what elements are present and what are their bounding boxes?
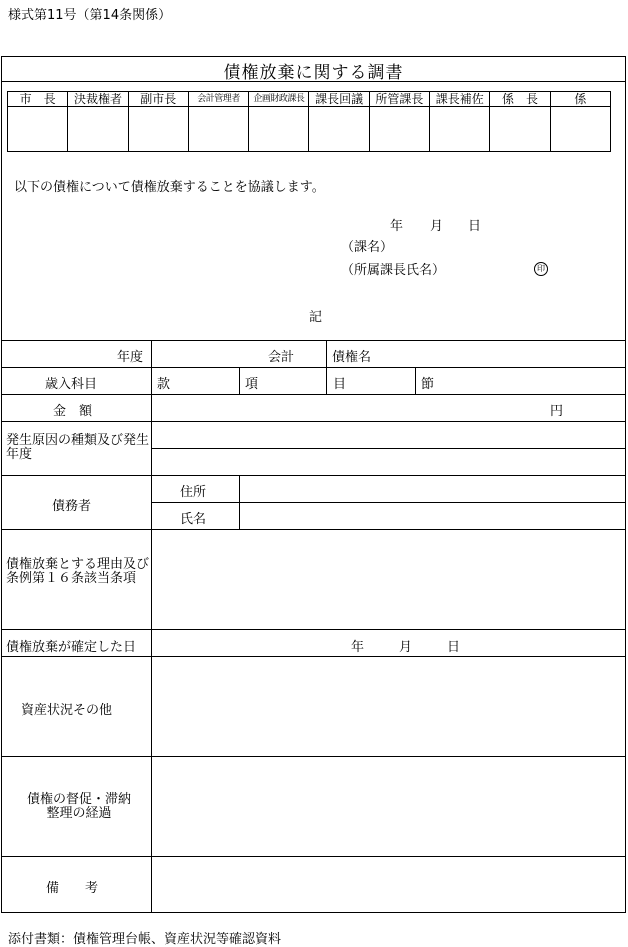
grid-line <box>151 340 152 913</box>
claim-name-label: 債権名 <box>332 350 372 365</box>
consultation-text: 以下の債権について債権放棄することを協議します。 <box>14 180 325 195</box>
grid-line <box>415 367 416 394</box>
attachments-note: 添付書類：債権管理台帳、資産状況等確認資料 <box>8 932 282 947</box>
revenue-item-label: 歳入科目 <box>45 377 98 392</box>
stamp-box[interactable] <box>249 107 309 152</box>
collection-history-label: 債権の督促・滞納整理の経過 <box>26 792 131 821</box>
title-divider <box>1 81 626 82</box>
grid-line <box>1 394 626 395</box>
approver-header-deputy-mayor: 副市長 <box>128 92 188 107</box>
approver-header-dept-head: 所管課長 <box>369 92 429 107</box>
yen-label: 円 <box>550 404 564 419</box>
approver-header-accountant: 会計管理者 <box>188 92 248 107</box>
grid-line <box>326 340 327 394</box>
debtor-label: 債務者 <box>52 499 92 514</box>
fiscal-year-field[interactable] <box>152 342 325 366</box>
finalized-year: 年 <box>351 640 365 655</box>
document-title: 債権放棄に関する調書 <box>223 63 404 83</box>
approver-header-planning-finance: 企画財政課長 <box>249 92 309 107</box>
kan-label: 款 <box>157 377 171 392</box>
amount-label: 金 額 <box>53 404 93 419</box>
finalized-month: 月 <box>399 640 413 655</box>
approver-header-staff: 係 <box>550 92 610 107</box>
assets-label: 資産状況その他 <box>21 703 113 718</box>
section-name-label: （課名） <box>341 240 394 255</box>
name-label: 氏名 <box>180 512 207 527</box>
approver-header-circulation: 課長回議 <box>309 92 369 107</box>
form-number-label: 様式第11号（第14条関係） <box>8 8 172 23</box>
fiscal-year-label: 年度 <box>117 350 144 365</box>
approval-stamp-table <box>7 91 611 152</box>
grid-line <box>1 629 626 630</box>
account-label: 会計 <box>268 350 295 365</box>
approver-header-chief: 係 長 <box>490 92 550 107</box>
grid-line <box>151 448 626 449</box>
grid-line <box>1 421 626 422</box>
date-month: 月 <box>430 219 444 234</box>
stamp-box[interactable] <box>430 107 490 152</box>
moku-label: 目 <box>333 377 347 392</box>
date-day: 日 <box>468 219 482 234</box>
approver-header-mayor: 市 長 <box>8 92 68 107</box>
ki-label: 記 <box>309 310 323 325</box>
grid-line <box>1 756 626 757</box>
reason-label: 債権放棄とする理由及び条例第１６条該当条項 <box>6 557 150 586</box>
seal-mark <box>534 260 548 276</box>
stamp-box[interactable] <box>369 107 429 152</box>
stamp-box[interactable] <box>188 107 248 152</box>
stamp-box[interactable] <box>550 107 610 152</box>
seal-icon: 印 <box>534 262 548 276</box>
finalized-date-label: 債権放棄が確定した日 <box>6 640 137 655</box>
grid-line <box>1 475 626 476</box>
stamp-box[interactable] <box>68 107 128 152</box>
grid-line <box>239 475 240 529</box>
origin-label: 発生原因の種類及び発生年度 <box>6 433 150 462</box>
manager-name-label: （所属課長氏名） <box>341 263 446 278</box>
stamp-box[interactable] <box>128 107 188 152</box>
grid-line <box>151 502 626 503</box>
date-year: 年 <box>390 219 404 234</box>
remarks-label: 備 考 <box>46 881 99 896</box>
grid-line <box>1 340 626 341</box>
stamp-box[interactable] <box>8 107 68 152</box>
grid-line <box>239 367 240 394</box>
grid-line <box>1 856 626 857</box>
grid-line <box>1 367 626 368</box>
approver-header-authority: 決裁権者 <box>68 92 128 107</box>
setsu-label: 節 <box>421 377 435 392</box>
stamp-box[interactable] <box>490 107 550 152</box>
stamp-box[interactable] <box>309 107 369 152</box>
address-label: 住所 <box>180 485 207 500</box>
approver-header-assistant: 課長補佐 <box>430 92 490 107</box>
finalized-day: 日 <box>447 640 461 655</box>
grid-line <box>1 529 626 530</box>
grid-line <box>1 656 626 657</box>
kou-label: 項 <box>245 377 259 392</box>
